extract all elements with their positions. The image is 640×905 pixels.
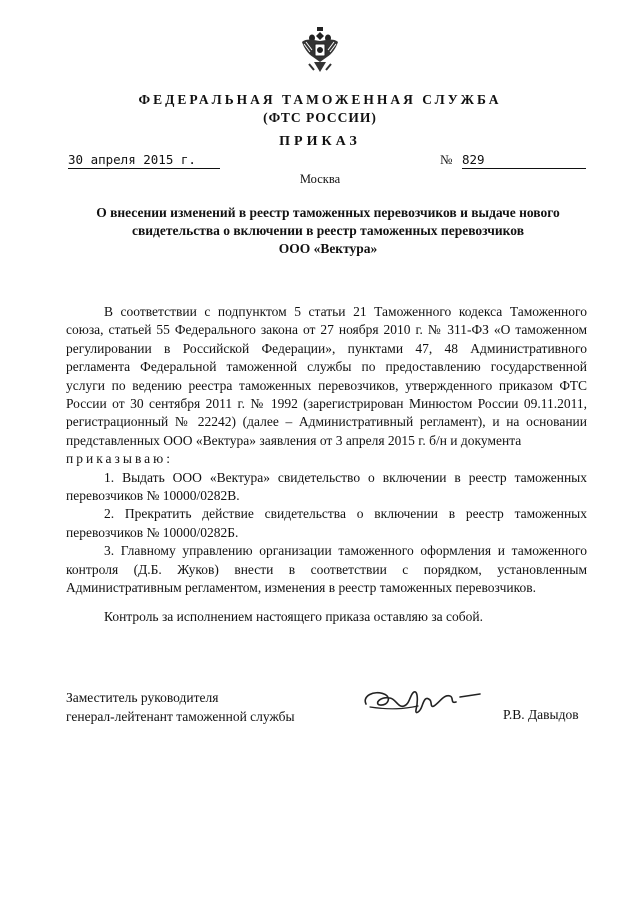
- signatory-name: Р.В. Давыдов: [503, 707, 579, 722]
- control-paragraph: Контроль за исполнением настоящего приказа оставляю за собой.: [104, 608, 483, 624]
- position-line-2: генерал-лейтенант таможенной службы: [66, 708, 295, 724]
- order-date: 30 апреля 2015 г.: [68, 152, 220, 169]
- order-number: 829: [462, 152, 586, 169]
- order-heading: [72, 204, 584, 258]
- order-item-3: 3. Главному управлению организации таможенного оформления и таможенного контроля (Д.Б. Жуков) внести в соответствии с порядком, установленным Административным регламентом, изменения в реестр таможенных перевозчиков.: [66, 543, 587, 596]
- heading-line-3: ООО «Вектура»: [278, 241, 378, 256]
- order-item-2: 2. Прекратить действие свидетельства о включении в реестр таможенных перевозчиков № 10000/0282Б.: [66, 506, 587, 540]
- order-item-1: 1. Выдать ООО «Вектура» свидетельство о включении в реестр таможенных перевозчиков № 10000/0282В.: [66, 469, 587, 504]
- order-body: [66, 303, 587, 626]
- preamble-paragraph: В соответствии с подпунктом 5 статьи 21 Таможенного кодекса Таможенного союза, статьей 55 Федерального закона от 27 ноября 2010 г. № 311-ФЗ «О таможенном регулировании в Российской Федерации», пунктами 47, 48 Административного регламента Федеральной таможенной службы по предоставлению государственной услуги по ведению реестра таможенных перевозчиков, утвержденного приказом ФТС России от 30 сентября 2011 г. № 1992 (зарегистрирован Минюстом России 09.11.2011, регистрационный № 22242) (далее – Административный регламент), и на основании представленных ООО «Вектура» заявления от 3 апреля 2015 г. б/н и документа: [66, 304, 587, 448]
- agency-name: ФЕДЕРАЛЬНАЯ ТАМОЖЕННАЯ СЛУЖБА: [138, 92, 502, 107]
- document-type: ПРИКАЗ: [279, 134, 361, 149]
- state-emblem-icon: [300, 26, 340, 76]
- heading-line-1: О внесении изменений в реестр таможенных перевозчиков и выдаче нового: [96, 205, 560, 220]
- signatory-position: [66, 689, 295, 726]
- position-line-1: Заместитель руководителя: [66, 690, 219, 705]
- order-number-label: №: [440, 152, 453, 167]
- heading-line-2: свидетельства о включении в реестр таможенных перевозчиков: [131, 223, 524, 238]
- agency-short-name: (ФТС РОССИИ): [263, 110, 377, 125]
- city: Москва: [299, 172, 341, 186]
- order-word: приказываю:: [66, 451, 173, 467]
- handwritten-signature-icon: [360, 680, 490, 720]
